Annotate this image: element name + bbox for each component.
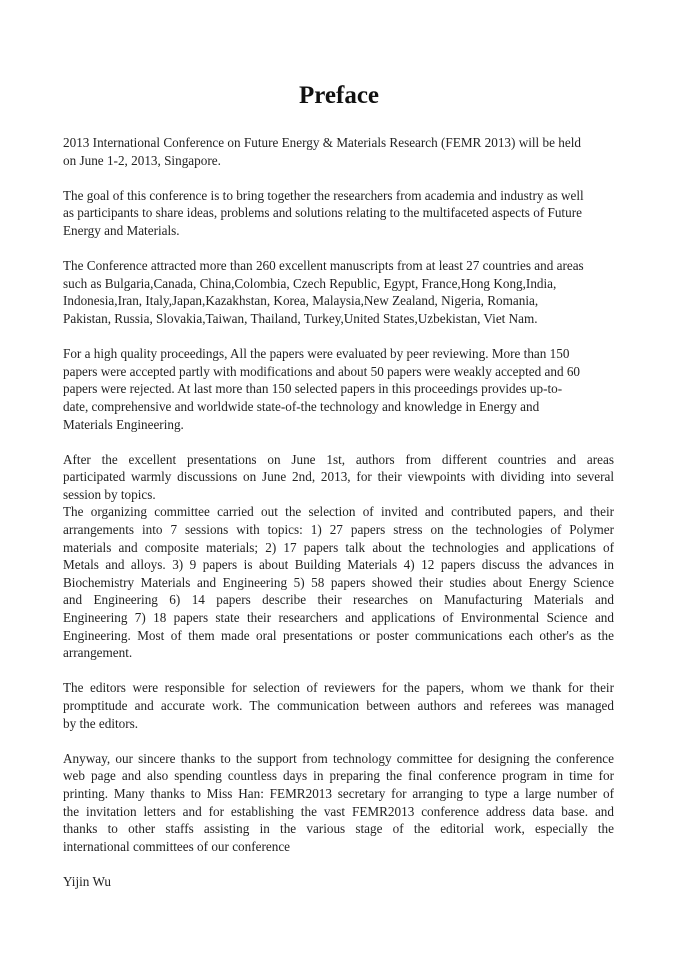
- text-line: promptitude and accurate work. The communication between authors and referees was managed: [63, 698, 614, 713]
- text-line: Biochemistry Materials and Engineering 5) 58 papers showed their studies about Energy Science: [63, 574, 614, 590]
- text-line: The editors were responsible for selection of reviewers for the papers, whom we thank for their: [63, 680, 614, 696]
- text-line: The goal of this conference is to bring together the researchers from academia and industry as well: [63, 187, 584, 203]
- text-line: the invitation letters and for establishing the vast FEMR2013 conference address data base. and: [63, 803, 614, 819]
- paragraph: [63, 257, 614, 327]
- text-line: arrangements into 7 sessions with topics: 1) 27 papers stress on the technologies of Polymer: [63, 522, 614, 538]
- paragraph: [63, 345, 614, 433]
- text-line: Pakistan, Russia, Slovakia,Taiwan, Thailand, Turkey,United States,Uzbekistan, Viet Nam.: [63, 310, 538, 326]
- document-body: [63, 134, 614, 891]
- text-line: session by topics.: [63, 486, 156, 502]
- text-line: Engineering. Most of them made oral presentations or poster communications each other's as the: [63, 627, 614, 643]
- text-line: by the editors.: [63, 715, 139, 731]
- text-line: date, comprehensive and worldwide state-of-the technology and knowledge in Energy and: [63, 398, 540, 414]
- paragraph: [63, 451, 614, 504]
- text-line: Energy and Materials.: [63, 222, 180, 238]
- paragraph: [63, 187, 614, 240]
- paragraph: [63, 750, 614, 856]
- text-line: Engineering 7) 18 papers state their researchers and applications of Environmental Science and: [63, 610, 614, 626]
- page-title: Preface: [298, 82, 380, 109]
- text-line: 2013 International Conference on Future Energy & Materials Research (FEMR 2013) will be held: [63, 135, 581, 150]
- text-line: on June 1-2, 2013, Singapore.: [63, 152, 221, 168]
- paragraphs: [63, 134, 614, 855]
- text-line: papers were accepted partly with modifications and about 50 papers were weakly accepted and 60: [63, 363, 581, 379]
- paragraph: [63, 134, 614, 169]
- text-line: Indonesia,Iran, Italy,Japan,Kazakhstan, Korea, Malaysia,New Zealand, Nigeria, Romania,: [63, 293, 539, 309]
- text-line: and Engineering 6) 14 papers describe their researches on Manufacturing Materials and: [63, 592, 614, 608]
- paragraph: [63, 503, 614, 661]
- text-line: arrangement.: [63, 645, 133, 661]
- signature: Yijin Wu: [63, 873, 111, 889]
- text-line: participated warmly discussions on June 2nd, 2013, for their viewpoints with dividing into several: [63, 469, 614, 485]
- text-line: international committees of our conference: [63, 838, 291, 854]
- paragraph: [63, 679, 614, 732]
- text-line: printing. Many thanks to Miss Han: FEMR2013 secretary for arranging to type a large number of: [63, 785, 614, 801]
- text-line: such as Bulgaria,Canada, China,Colombia, Czech Republic, Egypt, France,Hong Kong,India,: [63, 275, 557, 291]
- text-line: Metals and alloys. 3) 9 papers is about Building Materials 4) 12 papers discuss the advances in: [63, 557, 614, 573]
- text-line: The Conference attracted more than 260 excellent manuscripts from at least 27 countries and areas: [63, 258, 584, 274]
- text-line: The organizing committee carried out the selection of invited and contributed papers, and their: [63, 504, 614, 520]
- text-line: papers were rejected. At last more than 150 selected papers in this proceedings provides up-to-: [63, 381, 563, 397]
- text-line: web page and also spending countless days in preparing the final conference program in time for: [63, 768, 614, 784]
- text-line: as participants to share ideas, problems and solutions relating to the multifaceted aspects of Future: [63, 205, 582, 221]
- text-line: After the excellent presentations on June 1st, authors from different countries and areas: [63, 451, 614, 467]
- text-line: thanks to other staffs assisting in the various stage of the editorial work, especially the: [63, 821, 614, 837]
- text-line: materials and composite materials; 2) 17 papers talk about the technologies and applications of: [63, 539, 614, 555]
- text-line: Anyway, our sincere thanks to the support from technology committee for designing the conference: [63, 750, 614, 766]
- text-line: For a high quality proceedings, All the papers were evaluated by peer reviewing. More than 150: [63, 346, 570, 362]
- text-line: Materials Engineering.: [63, 416, 184, 432]
